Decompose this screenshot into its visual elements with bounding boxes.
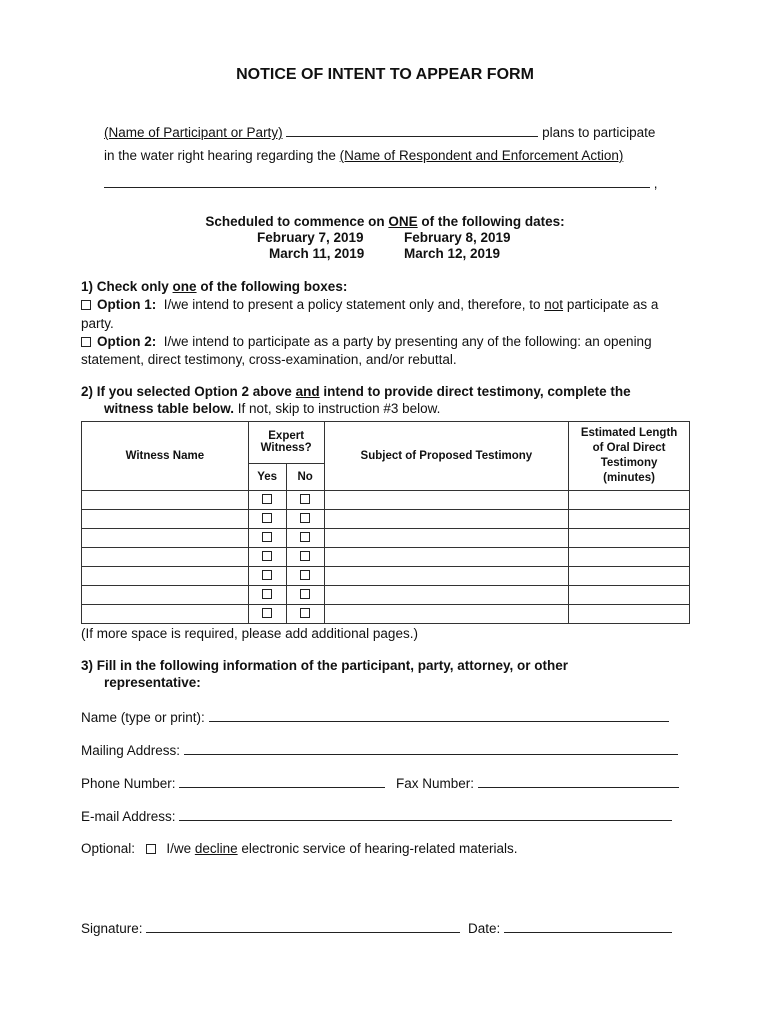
phone-line[interactable] — [179, 773, 385, 788]
expert-no-checkbox[interactable] — [300, 570, 310, 580]
fax-line[interactable] — [478, 773, 679, 788]
mailing-label: Mailing Address: — [81, 743, 181, 758]
mailing-line[interactable] — [184, 740, 678, 755]
section2-heading-2: witness table below. If not, skip to instruction #3 below. — [104, 401, 441, 416]
expert-no-checkbox[interactable] — [300, 608, 310, 618]
witness-name-cell[interactable] — [82, 567, 249, 586]
schedule-date-1: February 7, 2019 — [257, 230, 364, 245]
date-label: Date: — [468, 921, 501, 936]
intro-line-2 — [104, 148, 623, 163]
participant-name-line[interactable] — [286, 122, 538, 137]
col-length: Estimated Length of Oral Direct Testimony (minutes) — [569, 422, 690, 491]
signature-line[interactable] — [146, 918, 460, 933]
witness-table — [81, 421, 690, 624]
phone-row — [81, 773, 385, 791]
subject-cell[interactable] — [324, 605, 568, 624]
length-cell[interactable] — [569, 605, 690, 624]
option1-line-2: party. — [81, 316, 114, 331]
col-subject: Subject of Proposed Testimony — [324, 422, 568, 491]
respondent-action-line[interactable] — [104, 173, 650, 188]
date-line[interactable] — [504, 918, 672, 933]
length-cell[interactable] — [569, 529, 690, 548]
table-row — [82, 491, 690, 510]
witness-name-cell[interactable] — [82, 605, 249, 624]
optional-row: Optional: I/we decline electronic service of hearing-related materials. — [81, 841, 518, 856]
page-title: NOTICE OF INTENT TO APPEAR FORM — [236, 66, 534, 83]
length-cell[interactable] — [569, 586, 690, 605]
name-line[interactable] — [209, 707, 669, 722]
length-cell[interactable] — [569, 491, 690, 510]
section3-heading-2: representative: — [104, 675, 201, 690]
respondent-field-label: (Name of Respondent and Enforcement Action) — [339, 148, 624, 163]
optional-label: Optional: — [81, 841, 136, 856]
signature-label: Signature: — [81, 921, 143, 936]
schedule-heading: Scheduled to commence on ONE of the following dates: — [205, 214, 565, 229]
phone-label: Phone Number: — [81, 776, 176, 791]
schedule-date-3: March 11, 2019 — [269, 246, 365, 261]
expert-no-checkbox[interactable] — [300, 551, 310, 561]
length-cell[interactable] — [569, 510, 690, 529]
witness-name-cell[interactable] — [82, 548, 249, 567]
table-note: (If more space is required, please add additional pages.) — [81, 626, 418, 641]
option1-checkbox[interactable] — [81, 300, 91, 310]
schedule-date-2: February 8, 2019 — [404, 230, 511, 245]
section1-heading: 1) Check only one of the following boxes: — [81, 279, 348, 294]
witness-name-cell[interactable] — [82, 510, 249, 529]
col-expert-witness: Expert Witness? — [248, 422, 324, 464]
table-row — [82, 605, 690, 624]
mailing-row — [81, 740, 678, 758]
schedule-one: ONE — [388, 214, 418, 229]
intro-line-1 — [104, 122, 655, 140]
witness-name-cell[interactable] — [82, 529, 249, 548]
expert-yes-checkbox[interactable] — [262, 532, 272, 542]
expert-no-checkbox[interactable] — [300, 513, 310, 523]
subject-cell[interactable] — [324, 529, 568, 548]
option2-line-2: statement, direct testimony, cross-examination, and/or rebuttal. — [81, 352, 457, 367]
expert-yes-checkbox[interactable] — [262, 589, 272, 599]
subject-cell[interactable] — [324, 491, 568, 510]
option2-checkbox[interactable] — [81, 337, 91, 347]
fax-row — [396, 773, 679, 791]
name-label: Name (type or print): — [81, 710, 205, 725]
intro-line2-prefix: in the water right hearing regarding the — [104, 148, 336, 163]
expert-yes-checkbox[interactable] — [262, 513, 272, 523]
section3-heading: 3) Fill in the following information of the participant, party, attorney, or other — [81, 658, 569, 673]
col-witness-name: Witness Name — [82, 422, 249, 491]
name-row — [81, 707, 669, 725]
option2-line: Option 2: I/we intend to participate as a party by presenting any of the following: an opening — [81, 334, 652, 349]
schedule-date-4: March 12, 2019 — [404, 246, 501, 261]
witness-name-cell[interactable] — [82, 491, 249, 510]
subject-cell[interactable] — [324, 548, 568, 567]
subject-cell[interactable] — [324, 586, 568, 605]
table-row — [82, 548, 690, 567]
intro-line-3 — [104, 173, 658, 191]
email-line[interactable] — [179, 806, 672, 821]
expert-yes-checkbox[interactable] — [262, 608, 272, 618]
expert-yes-checkbox[interactable] — [262, 570, 272, 580]
email-row — [81, 806, 672, 824]
section2-heading: 2) If you selected Option 2 above and intend to provide direct testimony, complete the — [81, 384, 631, 399]
col-yes: Yes — [248, 463, 286, 490]
email-label: E-mail Address: — [81, 809, 176, 824]
expert-no-checkbox[interactable] — [300, 532, 310, 542]
expert-yes-checkbox[interactable] — [262, 551, 272, 561]
subject-cell[interactable] — [324, 510, 568, 529]
decline-word: decline — [194, 841, 238, 856]
length-cell[interactable] — [569, 567, 690, 586]
expert-no-checkbox[interactable] — [300, 589, 310, 599]
expert-yes-checkbox[interactable] — [262, 494, 272, 504]
expert-no-checkbox[interactable] — [300, 494, 310, 504]
col-no: No — [286, 463, 324, 490]
option1-label: Option 1: — [97, 297, 157, 312]
participant-field-label: (Name of Participant or Party) — [104, 125, 283, 140]
witness-name-cell[interactable] — [82, 586, 249, 605]
date-row — [468, 918, 672, 936]
decline-checkbox[interactable] — [146, 844, 156, 854]
table-row — [82, 586, 690, 605]
fax-label: Fax Number: — [396, 776, 475, 791]
length-cell[interactable] — [569, 548, 690, 567]
table-row — [82, 567, 690, 586]
option1-line: Option 1: I/we intend to present a policy statement only and, therefore, to not participate as a — [81, 297, 658, 312]
option2-label: Option 2: — [97, 334, 157, 349]
table-row — [82, 529, 690, 548]
intro-line3-suffix: , — [653, 176, 658, 191]
subject-cell[interactable] — [324, 567, 568, 586]
signature-row — [81, 918, 460, 936]
table-row — [82, 510, 690, 529]
plans-text: plans to participate — [542, 125, 656, 140]
